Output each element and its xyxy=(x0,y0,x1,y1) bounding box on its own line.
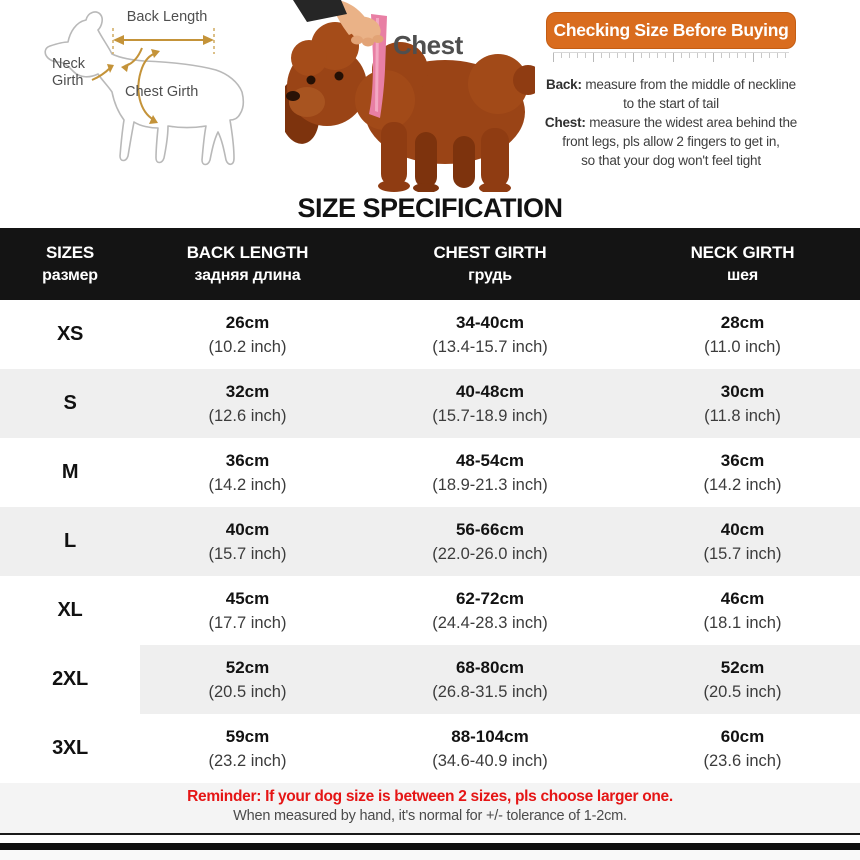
chest-inch: (34.6-40.9 inch) xyxy=(432,751,548,770)
chest-instruction-line2: front legs, pls allow 2 fingers to get in, xyxy=(562,134,780,149)
size-table xyxy=(0,228,860,783)
size-label: XS xyxy=(56,323,84,345)
tolerance-text: When measured by hand, it's normal for +/- tolerance of 1-2cm. xyxy=(233,808,627,824)
table-row-l xyxy=(0,507,860,576)
table-row-m xyxy=(0,438,860,507)
chest-cm: 56-66cm xyxy=(455,519,525,539)
size-label: XL xyxy=(57,599,83,621)
back-inch: (23.2 inch) xyxy=(208,751,287,770)
neck-inch: (18.1 inch) xyxy=(703,613,782,632)
chest-cm: 40-48cm xyxy=(455,381,525,401)
table-header xyxy=(0,228,860,300)
measurement-diagram xyxy=(28,4,290,188)
neck-cm: 60cm xyxy=(720,726,765,746)
size-label: L xyxy=(64,530,76,552)
neck-inch: (11.0 inch) xyxy=(704,337,781,356)
table-row-xl xyxy=(0,576,860,645)
header-cell-back-length: BACK LENGTH задняя длина xyxy=(186,243,309,284)
bottom-divider-bar xyxy=(0,843,860,850)
chest-cm: 88-104cm xyxy=(451,726,529,746)
bottom-strip xyxy=(0,850,860,860)
chest-inch: (15.7-18.9 inch) xyxy=(432,406,548,425)
neck-cm: 46cm xyxy=(720,588,765,608)
size-label: S xyxy=(63,392,77,414)
neck-inch: (14.2 inch) xyxy=(703,475,782,494)
chest-cm: 34-40cm xyxy=(455,312,525,332)
table-row-xs xyxy=(0,300,860,369)
chest-cm: 68-80cm xyxy=(455,657,525,677)
checking-size-button[interactable]: Checking Size Before Buying xyxy=(546,12,796,49)
reminder-text: Reminder: If your dog size is between 2 sizes, pls choose larger one. xyxy=(187,788,673,805)
poodle-photo xyxy=(285,0,535,192)
header-cell-neck-girth: NECK GIRTH шея xyxy=(690,243,795,284)
neck-inch: (11.8 inch) xyxy=(704,406,781,425)
chest-inch: (26.8-31.5 inch) xyxy=(432,682,548,701)
header-cell-chest-girth: CHEST GIRTH грудь xyxy=(433,243,547,284)
top-section xyxy=(0,0,860,192)
neck-inch: (20.5 inch) xyxy=(703,682,782,701)
chest-cm: 48-54cm xyxy=(455,450,525,470)
ruler-icon xyxy=(553,52,789,63)
header-cell-sizes: SIZES размер xyxy=(42,243,98,284)
chest-photo-label: Chest xyxy=(393,30,463,60)
neck-inch: (15.7 inch) xyxy=(703,544,782,563)
back-inch: (17.7 inch) xyxy=(208,613,287,632)
neck-cm: 30cm xyxy=(720,381,765,401)
chest-instruction-label: Chest: xyxy=(544,115,586,130)
neck-cm: 28cm xyxy=(720,312,765,332)
size-label: 2XL xyxy=(52,668,88,690)
back-cm: 36cm xyxy=(225,450,270,470)
back-inch: (12.6 inch) xyxy=(208,406,287,425)
back-cm: 32cm xyxy=(225,381,270,401)
chest-inch: (13.4-15.7 inch) xyxy=(432,337,548,356)
size-label: 3XL xyxy=(52,737,88,759)
neck-cm: 40cm xyxy=(720,519,765,539)
footer-note xyxy=(0,783,860,835)
back-cm: 45cm xyxy=(225,588,270,608)
back-length-label: Back Length xyxy=(126,9,208,25)
measuring-instructions xyxy=(535,75,807,170)
chest-cm: 62-72cm xyxy=(455,588,525,608)
back-inch: (10.2 inch) xyxy=(208,337,287,356)
back-cm: 59cm xyxy=(225,726,270,746)
table-row-s xyxy=(0,369,860,438)
size-label: M xyxy=(61,461,79,483)
back-inch: (14.2 inch) xyxy=(208,475,287,494)
back-instruction-label: Back: xyxy=(546,77,582,92)
chest-instruction-line1: Chest: measure the widest area behind the xyxy=(544,115,798,130)
back-inch: (15.7 inch) xyxy=(208,544,287,563)
chest-inch: (18.9-21.3 inch) xyxy=(432,475,548,494)
page-title: SIZE SPECIFICATION xyxy=(297,193,563,223)
table-row-3xl xyxy=(0,714,860,783)
back-instruction-line1: Back: measure from the middle of neckline xyxy=(546,77,796,92)
neck-cm: 52cm xyxy=(720,657,765,677)
back-cm: 40cm xyxy=(225,519,270,539)
table-row-2xl xyxy=(0,645,860,714)
chest-instruction-line3: so that your dog won't feel tight xyxy=(581,153,761,168)
chest-inch: (22.0-26.0 inch) xyxy=(432,544,548,563)
neck-cm: 36cm xyxy=(720,450,765,470)
poodle-icon xyxy=(285,0,535,192)
back-inch: (20.5 inch) xyxy=(208,682,287,701)
chest-girth-label: Chest Girth xyxy=(125,84,199,100)
neck-girth-label: Neck Girth xyxy=(52,56,86,89)
chest-inch: (24.4-28.3 inch) xyxy=(432,613,548,632)
back-cm: 52cm xyxy=(225,657,270,677)
size-guide-panel xyxy=(535,0,807,192)
neck-inch: (23.6 inch) xyxy=(703,751,782,770)
back-instruction-line2: to the start of tail xyxy=(623,96,719,111)
back-cm: 26cm xyxy=(225,312,270,332)
